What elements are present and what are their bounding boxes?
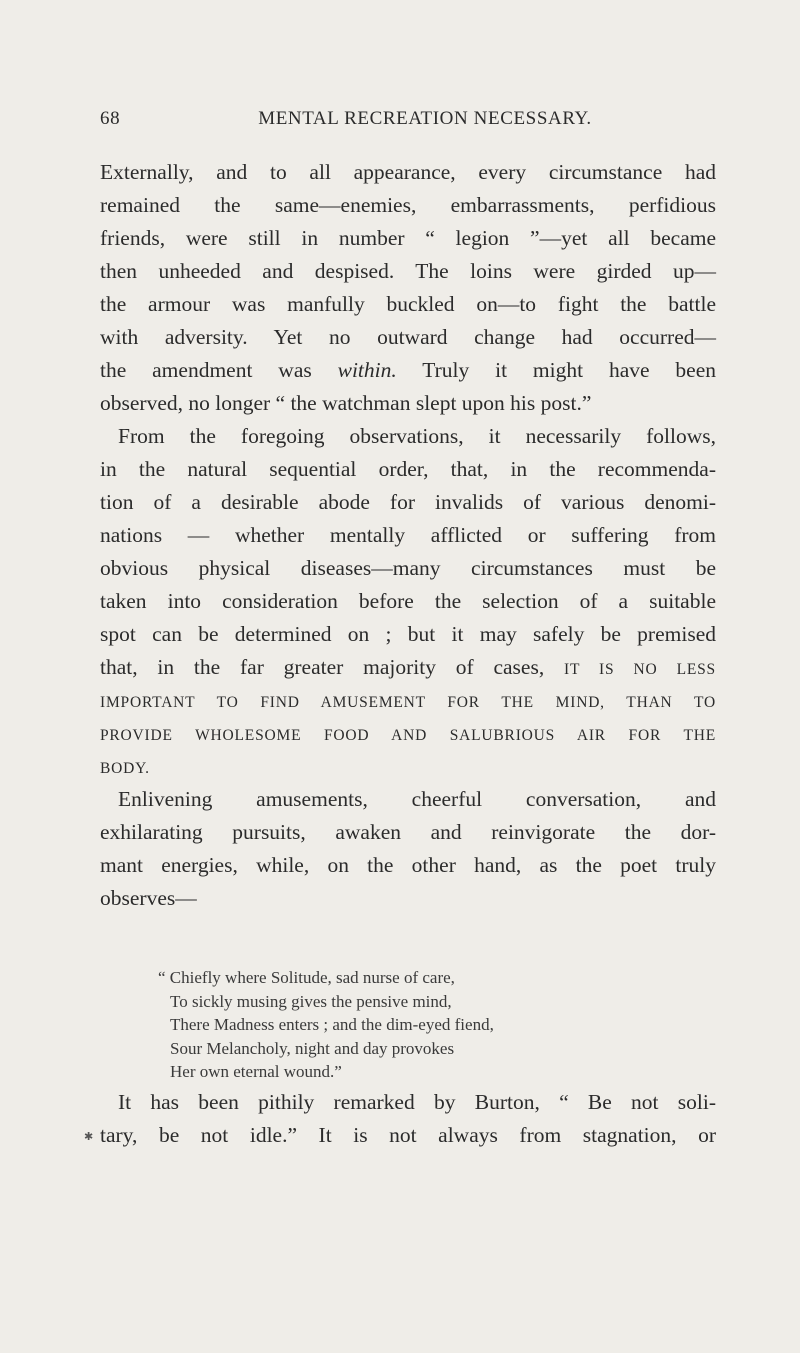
text-line: friends, were still in number “ legion ”—yet all became [100,226,716,250]
text-line: taken into consideration before the selection of a suitable [100,589,716,613]
small-caps-text: IT IS NO LESS [564,661,716,678]
text-line: in the natural sequential order, that, in the recommenda- [100,457,716,481]
verse-line: Sour Melancholy, night and day provokes [170,1038,455,1058]
text-line: then unheeded and despised. The loins were girded up— [100,259,716,283]
text-line: Externally, and to all appearance, every circumstance had [100,160,716,184]
text-line: exhilarating pursuits, awaken and reinvigorate the dor- [100,820,716,844]
running-head: MENTAL RECREATION NECESSARY. [258,108,592,129]
text-line: tary, be not idle.” It is not always from stagnation, or [100,1123,716,1147]
text-line: observed, no longer “ the watchman slept upon his post.” [100,391,592,415]
text-line: observes— [100,886,197,910]
text-line: Enlivening amusements, cheerful conversation, and [118,787,716,811]
text-line: It has been pithily remarked by Burton, “ Be not soli- [118,1090,716,1114]
page-number: 68 [100,108,121,129]
text-line: obvious physical diseases—many circumstances must be [100,556,716,580]
closing-paragraph [100,1086,716,1152]
verse-line: “ Chiefly where Solitude, sad nurse of care, [158,968,455,987]
printer-mark: ✱ [84,1131,94,1143]
emphasis-within: within. [337,358,397,382]
text-line: the amendment was within. Truly it might have been [100,358,716,382]
text-line: the armour was manfully buckled on—to fight the battle [100,292,716,316]
text-line: with adversity. Yet no outward change had occurred— [100,325,716,349]
text-line: From the foregoing observations, it necessarily follows, [118,424,716,448]
text-line: that, in the far greater majority of cases, IT IS NO LESS [100,655,716,679]
page-header [100,108,720,138]
verse-line: To sickly musing gives the pensive mind, [170,991,452,1011]
text-line: remained the same—enemies, embarrassments, perfidious [100,193,716,217]
verse-line: There Madness enters ; and the dim-eyed fiend, [170,1015,494,1034]
small-caps-text: IMPORTANT TO FIND AMUSEMENT FOR THE MIND, THAN TO [100,694,716,711]
text-line: nations — whether mentally afflicted or suffering from [100,523,716,547]
small-caps-text: BODY. [100,760,150,777]
main-text [100,156,716,915]
text-line: tion of a desirable abode for invalids of various denomi- [100,490,716,514]
small-caps-text: PROVIDE WHOLESOME FOOD AND SALUBRIOUS AIR FOR THE [100,727,716,744]
verse-line: Her own eternal wound.” [170,1062,342,1081]
verse-quotation [158,966,678,1084]
text-line [100,684,716,717]
text-line: mant energies, while, on the other hand, as the poet truly [100,853,716,877]
text-line [100,717,716,750]
text-line [100,750,716,783]
text-line: spot can be determined on ; but it may safely be premised [100,622,716,646]
